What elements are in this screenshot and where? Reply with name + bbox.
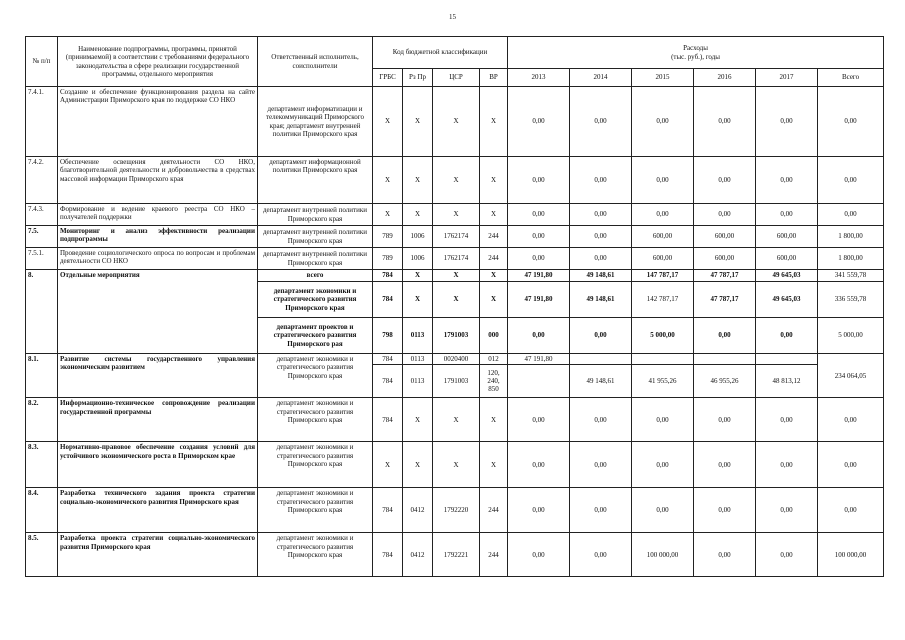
row-number: 7.5.1.: [26, 248, 58, 270]
cell-rzpr: X: [403, 442, 433, 488]
table-row: [26, 248, 884, 270]
cell-total: 0,00: [818, 442, 884, 488]
cell-2013: 47 191,80: [508, 354, 570, 365]
cell-2014: 0,00: [570, 157, 632, 204]
cell-vr: 244: [480, 226, 508, 248]
cell-csr: 1791003: [433, 365, 480, 398]
row-name: Проведение социологического опроса по вопросам и проблемам деятельности СО НКО: [58, 248, 258, 270]
cell-2014: 49 148,61: [570, 282, 632, 318]
cell-2016: 0,00: [694, 87, 756, 157]
cell-vr: X: [480, 270, 508, 282]
cell-2015: 100 000,00: [632, 533, 694, 577]
cell-total: 0,00: [818, 87, 884, 157]
cell-2016: 0,00: [694, 488, 756, 533]
cell-grbs: 784: [373, 488, 403, 533]
header-2013: 2013: [508, 69, 570, 87]
cell-vr: 120, 240, 850: [480, 365, 508, 398]
cell-rzpr: X: [403, 398, 433, 442]
row-number: 7.4.3.: [26, 204, 58, 226]
cell-rzpr: 0113: [403, 365, 433, 398]
cell-2015: 5 000,00: [632, 318, 694, 354]
cell-2016: 0,00: [694, 157, 756, 204]
cell-rzpr: X: [403, 282, 433, 318]
cell-csr: 1792221: [433, 533, 480, 577]
cell-csr: X: [433, 204, 480, 226]
cell-total: 0,00: [818, 157, 884, 204]
cell-2014: 0,00: [570, 204, 632, 226]
cell-2013: 0,00: [508, 226, 570, 248]
header-num: № п/п: [26, 37, 58, 87]
cell-2014: 0,00: [570, 442, 632, 488]
cell-2014-empty: [570, 354, 632, 365]
row-number: 8.: [26, 270, 58, 354]
row-name: Информационно-техническое сопровождение реализации государственной программы: [58, 398, 258, 442]
header-2014: 2014: [570, 69, 632, 87]
table-row: [26, 398, 884, 442]
row-name: Создание и обеспечение функционирования раздела на сайте Администрации Приморского края по поддержке СО НКО: [58, 87, 258, 157]
row-name: Обеспечение освещения деятельности СО НКО, благотворительной деятельности и добровольчества в средствах массовой информации Приморского края: [58, 157, 258, 204]
table-row: [26, 87, 884, 157]
cell-csr: X: [433, 270, 480, 282]
cell-total: 5 000,00: [818, 318, 884, 354]
cell-2015: 147 787,17: [632, 270, 694, 282]
cell-2014: 0,00: [570, 533, 632, 577]
row-executor: департамент экономики и стратегического развития Приморского края: [258, 398, 373, 442]
table-row: [26, 157, 884, 204]
header-csr: ЦСР: [433, 69, 480, 87]
table-row: [26, 442, 884, 488]
cell-total: 100 000,00: [818, 533, 884, 577]
cell-2014: 0,00: [570, 248, 632, 270]
cell-2017: 0,00: [756, 157, 818, 204]
row-executor: департамент проектов и стратегического развития Приморского рая: [258, 318, 373, 354]
cell-2015: 0,00: [632, 442, 694, 488]
cell-rzpr: 0113: [403, 318, 433, 354]
cell-grbs: X: [373, 87, 403, 157]
cell-vr: 244: [480, 488, 508, 533]
cell-2013: 47 191,80: [508, 270, 570, 282]
cell-2016: 0,00: [694, 533, 756, 577]
cell-2016: 46 955,26: [694, 365, 756, 398]
row-executor: департамент внутренней политики Приморского края: [258, 204, 373, 226]
cell-total: 336 559,78: [818, 282, 884, 318]
cell-2016: 47 787,17: [694, 270, 756, 282]
cell-csr: 1762174: [433, 226, 480, 248]
row-executor: департамент экономики и стратегического развития Приморского края: [258, 354, 373, 398]
cell-grbs: X: [373, 157, 403, 204]
cell-total: 341 559,78: [818, 270, 884, 282]
cell-2014: 0,00: [570, 398, 632, 442]
header-executor: Ответственный исполнитель, соисполнители: [258, 37, 373, 87]
cell-2015: 0,00: [632, 157, 694, 204]
cell-vr: X: [480, 442, 508, 488]
cell-vr: 244: [480, 533, 508, 577]
table-row: [26, 533, 884, 577]
cell-2016-empty: [694, 354, 756, 365]
cell-total: 1 800,00: [818, 248, 884, 270]
cell-total: 0,00: [818, 488, 884, 533]
cell-2015: 41 955,26: [632, 365, 694, 398]
cell-2015-empty: [632, 354, 694, 365]
row-number: 8.4.: [26, 488, 58, 533]
cell-grbs: 789: [373, 226, 403, 248]
cell-2017: 0,00: [756, 533, 818, 577]
cell-vr: X: [480, 157, 508, 204]
cell-2014: 0,00: [570, 318, 632, 354]
row-number: 7.4.1.: [26, 87, 58, 157]
cell-2013: 0,00: [508, 157, 570, 204]
row-name: Мониторинг и анализ эффективности реализации подпрограммы: [58, 226, 258, 248]
cell-2016: 0,00: [694, 318, 756, 354]
cell-rzpr: 1006: [403, 226, 433, 248]
cell-2014: 0,00: [570, 87, 632, 157]
cell-vr: X: [480, 282, 508, 318]
cell-vr: 000: [480, 318, 508, 354]
cell-csr: 1792220: [433, 488, 480, 533]
cell-csr: X: [433, 87, 480, 157]
table-row: [26, 488, 884, 533]
cell-2015: 600,00: [632, 226, 694, 248]
cell-2016: 0,00: [694, 204, 756, 226]
cell-vr: X: [480, 398, 508, 442]
cell-grbs: 784: [373, 398, 403, 442]
cell-2013: 0,00: [508, 87, 570, 157]
cell-2016: 0,00: [694, 398, 756, 442]
cell-grbs: 784: [373, 354, 403, 365]
cell-csr: 1791003: [433, 318, 480, 354]
cell-rzpr: 1006: [403, 248, 433, 270]
cell-grbs: 789: [373, 248, 403, 270]
cell-2016: 600,00: [694, 226, 756, 248]
cell-2016: 600,00: [694, 248, 756, 270]
row-name: Развитие системы государственного управления экономическим развитием: [58, 354, 258, 398]
cell-2016: 47 787,17: [694, 282, 756, 318]
header-rzpr: Рз Пр: [403, 69, 433, 87]
row-name: Разработка проекта стратегии социально-экономического развития Приморского края: [58, 533, 258, 577]
cell-2017: 0,00: [756, 204, 818, 226]
cell-2014: 49 148,61: [570, 270, 632, 282]
cell-2013: 0,00: [508, 488, 570, 533]
cell-2016: 0,00: [694, 442, 756, 488]
cell-total: 234 064,05: [818, 354, 884, 398]
cell-2014: 49 148,61: [570, 365, 632, 398]
cell-2017: 0,00: [756, 398, 818, 442]
cell-grbs: 784: [373, 270, 403, 282]
cell-rzpr: 0412: [403, 488, 433, 533]
row-number: 8.5.: [26, 533, 58, 577]
cell-grbs: X: [373, 204, 403, 226]
cell-vr: 012: [480, 354, 508, 365]
row-executor: всего: [258, 270, 373, 282]
table-row: [26, 226, 884, 248]
header-name: Наименование подпрограммы, программы, принятой (принимаемой) в соответствии с требованиями федерального законодательства в сфере реализации государственной программы, отдельного мероприятия: [58, 37, 258, 87]
cell-rzpr: X: [403, 87, 433, 157]
cell-csr: X: [433, 282, 480, 318]
cell-2017: 600,00: [756, 248, 818, 270]
row-number: 8.1.: [26, 354, 58, 398]
cell-2013: 0,00: [508, 318, 570, 354]
cell-2013: 0,00: [508, 248, 570, 270]
header-expenses: Расходы (тыс. руб.), годы: [508, 37, 884, 69]
cell-2014: 0,00: [570, 488, 632, 533]
cell-grbs: 784: [373, 365, 403, 398]
header-2016: 2016: [694, 69, 756, 87]
cell-grbs: X: [373, 442, 403, 488]
row-name: Формирование и ведение краевого реестра СО НКО – получателей поддержки: [58, 204, 258, 226]
cell-2017: 600,00: [756, 226, 818, 248]
cell-rzpr: 0412: [403, 533, 433, 577]
cell-2013: 0,00: [508, 204, 570, 226]
cell-2017: 0,00: [756, 442, 818, 488]
cell-grbs: 784: [373, 533, 403, 577]
cell-2013: 0,00: [508, 442, 570, 488]
cell-total: 0,00: [818, 204, 884, 226]
header-2015: 2015: [632, 69, 694, 87]
row-executor: департамент внутренней политики Приморского края: [258, 226, 373, 248]
cell-csr: X: [433, 442, 480, 488]
row-executor: департамент экономики и стратегического развития Приморского края: [258, 442, 373, 488]
cell-csr: 0020400: [433, 354, 480, 365]
cell-vr: X: [480, 204, 508, 226]
cell-2017: 48 813,12: [756, 365, 818, 398]
cell-vr: 244: [480, 248, 508, 270]
row-name: Нормативно-правовое обеспечение создания условий для устойчивого экономического роста в Приморском крае: [58, 442, 258, 488]
table-row: [26, 354, 884, 365]
cell-2015: 0,00: [632, 204, 694, 226]
header-budget-code: Код бюджетной классификации: [373, 37, 508, 69]
cell-2014: 0,00: [570, 226, 632, 248]
cell-vr: X: [480, 87, 508, 157]
table-row: [26, 204, 884, 226]
row-number: 7.4.2.: [26, 157, 58, 204]
cell-csr: X: [433, 157, 480, 204]
cell-2013: 47 191,80: [508, 282, 570, 318]
cell-2017: 49 645,03: [756, 270, 818, 282]
cell-2013: 0,00: [508, 398, 570, 442]
cell-2015: 0,00: [632, 488, 694, 533]
cell-2015: 600,00: [632, 248, 694, 270]
cell-total: 1 800,00: [818, 226, 884, 248]
header-total: Всего: [818, 69, 884, 87]
cell-grbs: 784: [373, 282, 403, 318]
row-number: 7.5.: [26, 226, 58, 248]
cell-2017: 0,00: [756, 318, 818, 354]
header-2017: 2017: [756, 69, 818, 87]
page-number: 15: [449, 13, 456, 21]
cell-csr: 1762174: [433, 248, 480, 270]
row-executor: департамент информационной политики Приморского края: [258, 157, 373, 204]
cell-2017-empty: [756, 354, 818, 365]
cell-2013-empty: [508, 365, 570, 398]
cell-total: 0,00: [818, 398, 884, 442]
cell-rzpr: X: [403, 270, 433, 282]
cell-2017: 49 645,03: [756, 282, 818, 318]
cell-2017: 0,00: [756, 488, 818, 533]
cell-2015: 142 787,17: [632, 282, 694, 318]
table-row: [26, 270, 884, 282]
cell-csr: X: [433, 398, 480, 442]
cell-grbs: 798: [373, 318, 403, 354]
row-number: 8.3.: [26, 442, 58, 488]
row-executor: департамент экономики и стратегического развития Приморского края: [258, 488, 373, 533]
row-executor: департамент экономики и стратегического развития Приморского края: [258, 533, 373, 577]
row-name: Отдельные мероприятия: [58, 270, 258, 354]
row-executor: департамент информатизации и телекоммуникаций Приморского края; департамент внутренней политики Приморского края: [258, 87, 373, 157]
cell-2015: 0,00: [632, 398, 694, 442]
row-executor: департамент внутренней политики Приморского края: [258, 248, 373, 270]
cell-2015: 0,00: [632, 87, 694, 157]
cell-rzpr: 0113: [403, 354, 433, 365]
budget-table: [25, 36, 884, 577]
header-vr: ВР: [480, 69, 508, 87]
cell-rzpr: X: [403, 157, 433, 204]
cell-rzpr: X: [403, 204, 433, 226]
row-number: 8.2.: [26, 398, 58, 442]
header-grbs: ГРБС: [373, 69, 403, 87]
row-executor: департамент экономики и стратегического развития Приморского края: [258, 282, 373, 318]
row-name: Разработка технического задания проекта стратегии социально-экономического развития Приморского края: [58, 488, 258, 533]
cell-2013: 0,00: [508, 533, 570, 577]
cell-2017: 0,00: [756, 87, 818, 157]
